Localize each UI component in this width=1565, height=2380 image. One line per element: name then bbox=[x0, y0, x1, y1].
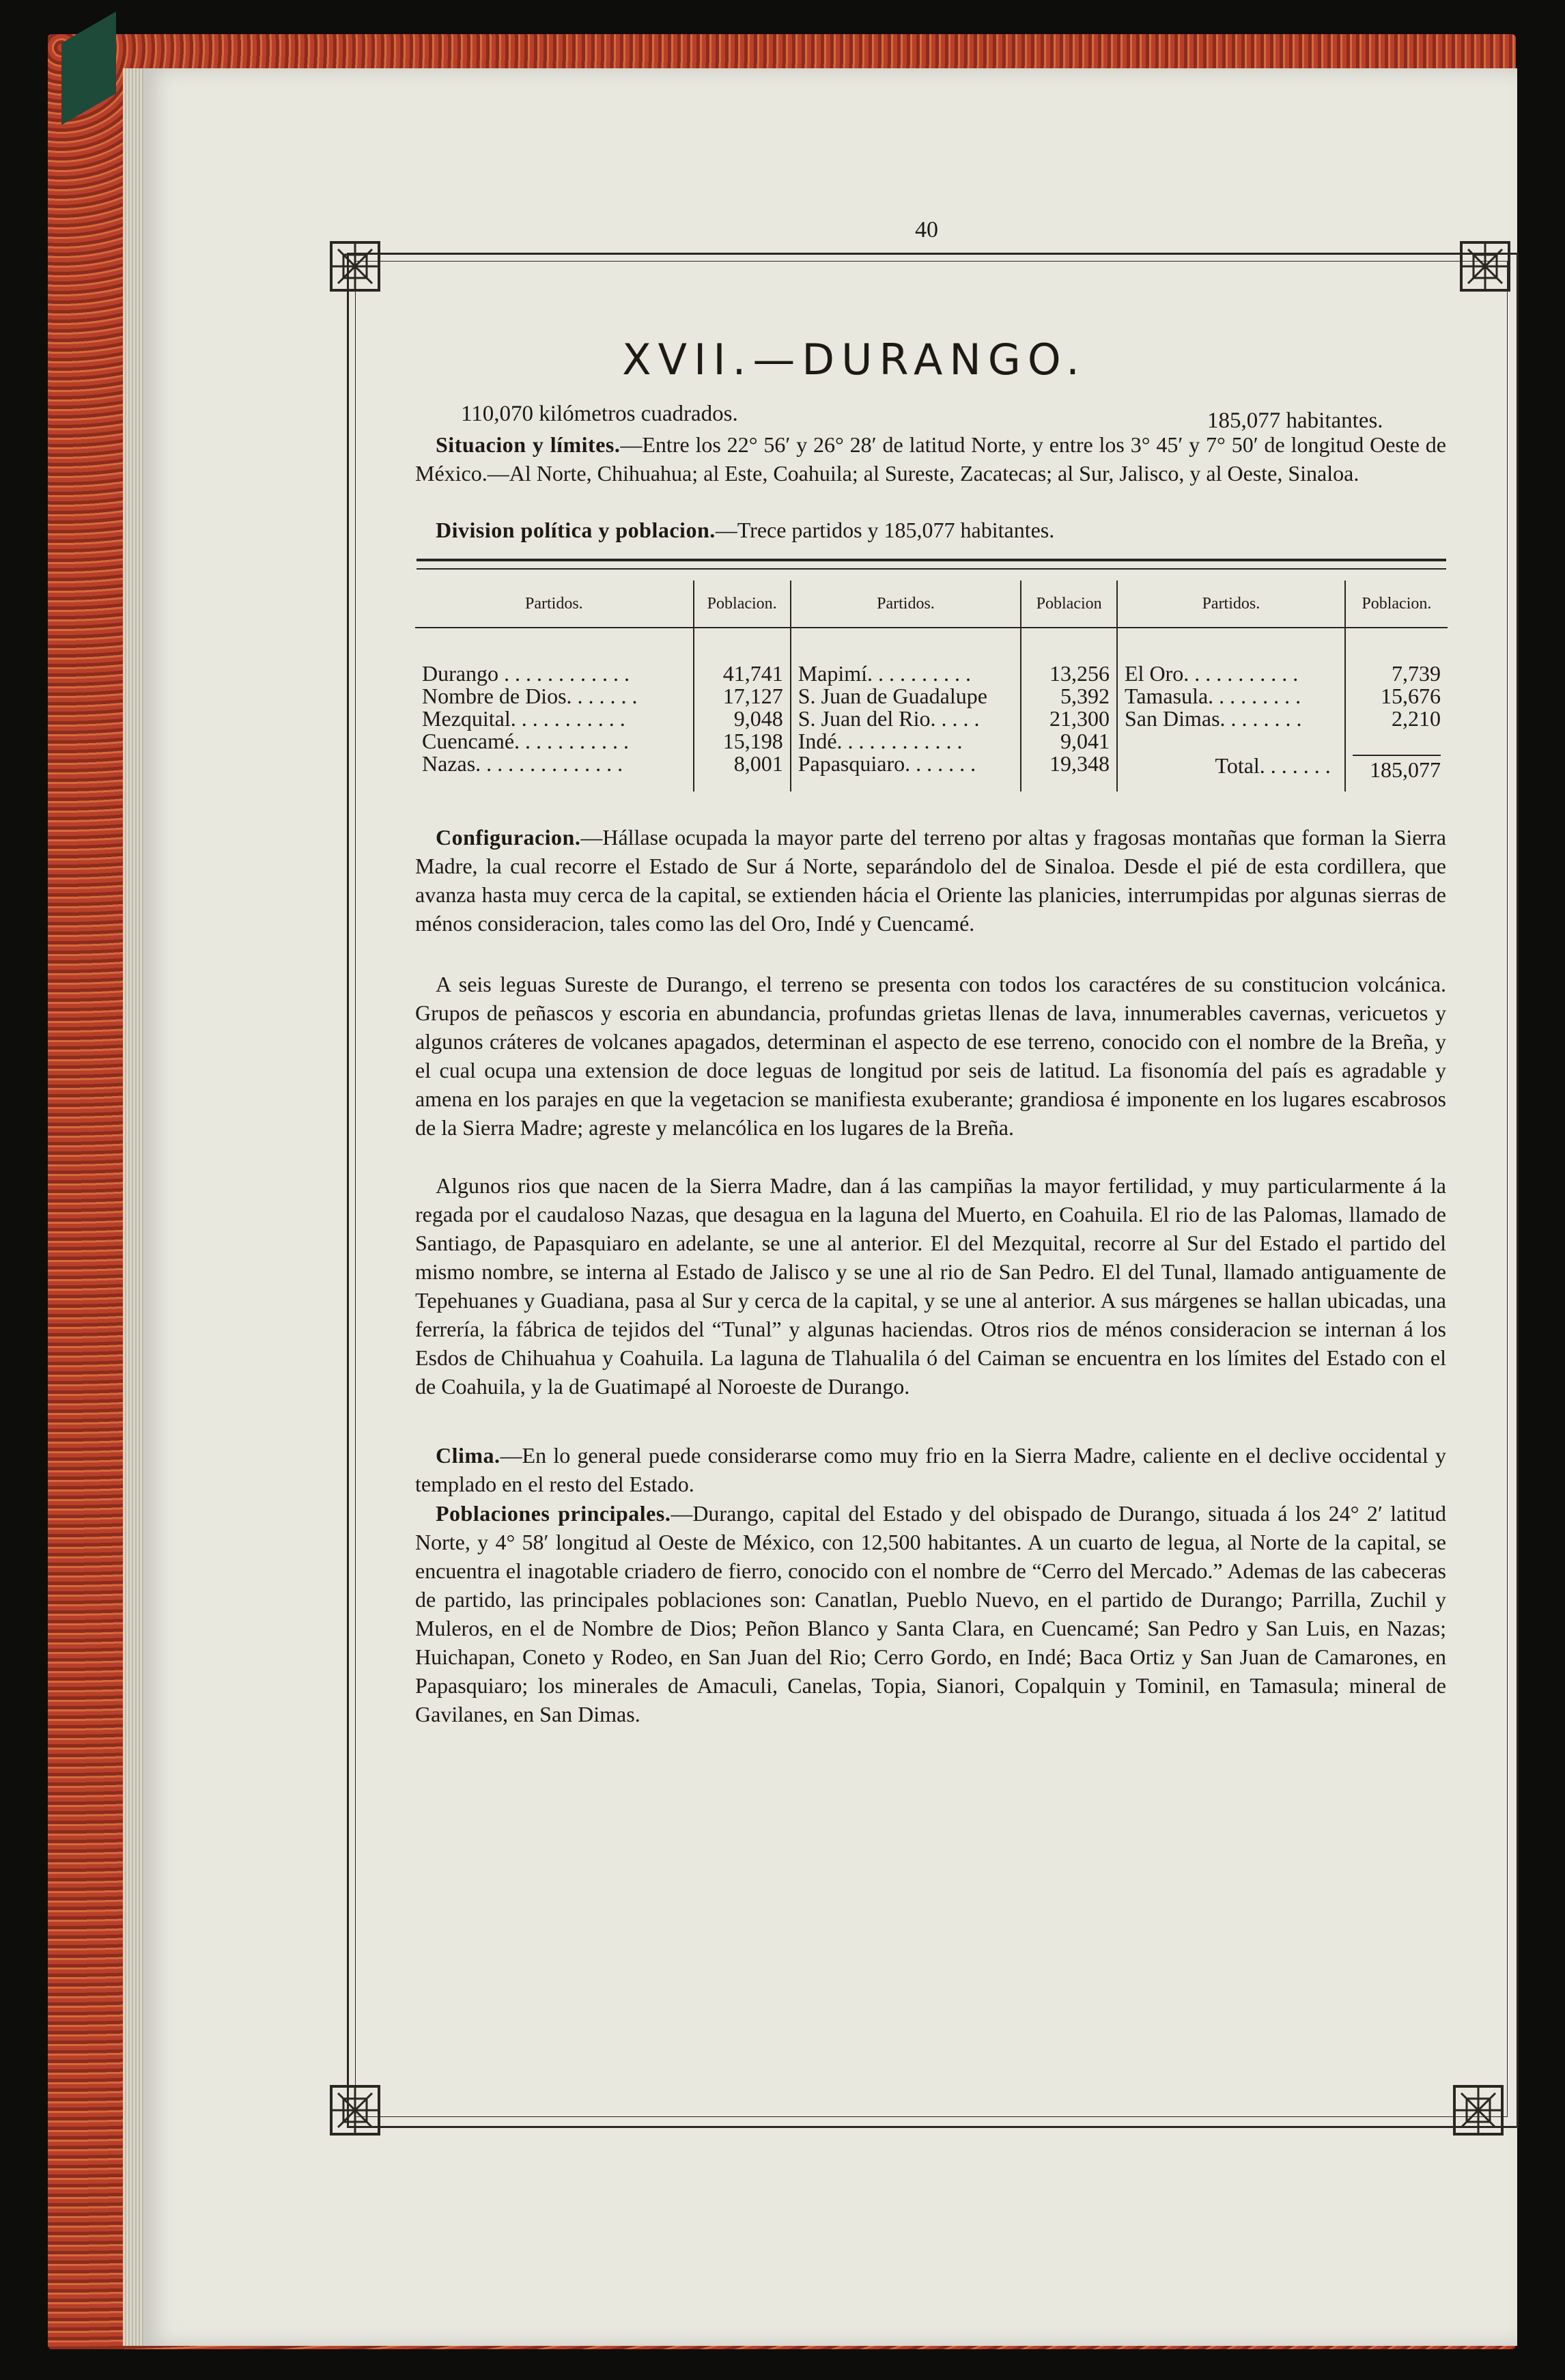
division-paragraph bbox=[415, 516, 1446, 544]
situacion-text: —Entre los 22° 56′ y 26° 28′ de latitud Norte, y entre los 3° 45′ y 7° 50′ de longitud Oeste de México.—Al Norte, Chihuahua; al Este, Coahuila; al Sureste, Zacatecas; al Sur, Jalisco, y al Oeste, Sinaloa. bbox=[415, 432, 1447, 486]
ornament-corner-icon bbox=[1454, 236, 1516, 297]
partido-pop: 17,127 bbox=[722, 684, 783, 708]
poblacion-column bbox=[1021, 628, 1117, 792]
partido-name: Durango . . . . . . . . . . . . bbox=[422, 661, 630, 686]
partido-pop: 15,676 bbox=[1381, 684, 1441, 708]
partido-pop: 9,041 bbox=[1060, 729, 1110, 753]
partido-name: Tamasula. . . . . . . . . bbox=[1125, 684, 1301, 708]
configuracion-heading: Configuracion. bbox=[436, 825, 581, 850]
partido-name: S. Juan de Guadalupe bbox=[798, 684, 987, 708]
population-text: 185,077 habitantes. bbox=[1207, 408, 1383, 433]
total-value: 185,077 bbox=[1370, 757, 1441, 782]
poblacion-column bbox=[1345, 628, 1448, 792]
clima-paragraph bbox=[415, 1441, 1446, 1498]
total-label: Total. . . . . . . bbox=[1215, 753, 1331, 778]
table-header: Partidos. bbox=[1117, 580, 1345, 628]
clima-text: —En lo general puede considerarse como muy frio en la Sierra Madre, caliente en el declive occidental y templado en el resto del Estado. bbox=[415, 1443, 1446, 1496]
section-title bbox=[0, 335, 1565, 384]
table-top-rule bbox=[417, 559, 1446, 570]
table-header: Partidos. bbox=[415, 580, 694, 628]
poblaciones-paragraph bbox=[415, 1499, 1446, 1728]
volcanic-paragraph: A seis leguas Sureste de Durango, el terreno se presenta con todos los caractéres de su constitucion volcánica. Grupos de peñascos y escoria en abundancia, profundas grietas llenas de lava, innumerables cavernas, vericuetos y algunos cráteres de volcanes apagados, determinan el aspecto de ese terreno, conocido con el nombre de la Breña, y el cual ocupa una extension de doce leguas de longitud por seis de latitud. La fisonomía del país es agradable y amena en los parajes en que la vegetacion se manifiesta exuberante; grandiosa é imponente en los lugares escabrosos de la Sierra Madre; agreste y melancólica en los lugares de la Breña. bbox=[415, 972, 1446, 1140]
ornament-corner-icon bbox=[1448, 2080, 1509, 2141]
partidos-column bbox=[415, 628, 694, 792]
ornament-corner-icon bbox=[324, 2080, 386, 2141]
poblacion-column bbox=[694, 628, 791, 792]
partido-name: Nombre de Dios. . . . . . . bbox=[422, 684, 638, 708]
partido-name: Indé. . . . . . . . . . . . bbox=[798, 729, 963, 753]
partido-name: San Dimas. . . . . . . . bbox=[1125, 706, 1302, 731]
configuracion-paragraph bbox=[415, 823, 1446, 938]
partido-name: Papasquiaro. . . . . . . bbox=[798, 751, 976, 776]
rivers-paragraph: Algunos rios que nacen de la Sierra Madre, dan á las campiñas la mayor fertilidad, y muy particularmente á la regada por el caudaloso Nazas, que desagua en la laguna del Muerto, en Coahuila. El rio de las Palomas, llamado de Santiago, de Papasquiaro en adelante, se une al anterior. El del Mezquital, recorre al Sur del Estado el partido del mismo nombre, se interna al Estado de Jalisco y se une al rio de San Pedro. El del Tunal, llamado antiguamente de Tepehuanes y Guadiana, pasa al Sur y cerca de la capital, y se une al anterior. A sus márgenes se hallan ubicadas, una ferrería, la fábrica de tejidos del “Tunal” y algunas haciendas. Otros rios de ménos consideracion se internan á los Esdos de Chihuahua y Coahuila. La laguna de Tlahualila ó del Caiman se encuentra en los límites del Estado con el de Coahuila, y la de Guatimapé al Noroeste de Durango. bbox=[415, 1173, 1446, 1399]
page-edges bbox=[123, 68, 143, 2346]
situacion-paragraph bbox=[415, 430, 1446, 488]
partido-pop: 19,348 bbox=[1049, 751, 1110, 776]
partido-name: Mezquital. . . . . . . . . . . bbox=[422, 706, 625, 731]
partido-name: Nazas. . . . . . . . . . . . . . bbox=[422, 751, 623, 776]
division-heading: Division política y poblacion. bbox=[436, 518, 716, 542]
table-header: Poblacion bbox=[1021, 580, 1117, 628]
partidos-column bbox=[791, 628, 1021, 792]
partido-pop: 13,256 bbox=[1049, 661, 1110, 686]
area-text: 110,070 kilómetros cuadrados. bbox=[461, 402, 738, 426]
division-text: —Trece partidos y 185,077 habitantes. bbox=[715, 518, 1055, 542]
clima-heading: Clima. bbox=[436, 1443, 500, 1468]
table-header: Poblacion. bbox=[694, 580, 791, 628]
partido-pop: 7,739 bbox=[1392, 661, 1441, 686]
situacion-heading: Situacion y límites. bbox=[436, 432, 621, 457]
partido-pop: 9,048 bbox=[733, 706, 783, 731]
partido-pop: 21,300 bbox=[1049, 706, 1110, 731]
ornament-corner-icon bbox=[324, 236, 386, 297]
partido-name: S. Juan del Rio. . . . . bbox=[798, 706, 980, 731]
partido-pop: 5,392 bbox=[1060, 684, 1110, 708]
section-title-text: XVII.—DURANGO. bbox=[622, 335, 1086, 384]
partido-pop: 8,001 bbox=[733, 751, 783, 776]
partido-pop: 41,741 bbox=[722, 661, 783, 686]
poblaciones-text: —Durango, capital del Estado y del obispado de Durango, situada á los 24° 2′ latitud Norte, y 4° 58′ longitud al Oeste de México, con 12,500 habitantes. A un cuarto de legua, al Norte de la capital, se encuentra el inagotable criadero de fierro, conocido con el nombre de “Cerro del Mercado.” Ademas de las cabeceras de partido, las principales poblaciones son: Canatlan, Pueblo Nuevo, en el partido de Durango; Parrilla, Zuchil y Muleros, en el de Nombre de Dios; Peñon Blanco y Santa Clara, en Cuencamé; San Pedro y San Luis, en Nazas; Huichapan, Coneto y Rodeo, en San Juan del Rio; Cerro Gordo, en Indé; Baca Ortiz y San Juan de Camarones, en Papasquiaro; los minerales de Amaculi, Canelas, Topia, Sianori, Copalquin y Tominil, en Tamasula; mineral de Gavilanes, en San Dimas. bbox=[415, 1501, 1446, 1726]
table-header: Partidos. bbox=[791, 580, 1021, 628]
poblaciones-heading: Poblaciones principales. bbox=[436, 1501, 671, 1526]
partido-pop: 2,210 bbox=[1392, 706, 1441, 731]
partido-name: Cuencamé. . . . . . . . . . . bbox=[422, 729, 630, 753]
partido-name: El Oro. . . . . . . . . . . bbox=[1125, 661, 1299, 686]
population-table bbox=[415, 580, 1448, 792]
partidos-column bbox=[1117, 628, 1345, 792]
page-number: 40 bbox=[915, 217, 938, 242]
partido-pop: 15,198 bbox=[722, 729, 783, 753]
configuracion-text: —Hállase ocupada la mayor parte del terreno por altas y fragosas montañas que forman la Sierra Madre, la cual recorre el Estado de Sur á Norte, separándolo del de Sinaloa. Desde el pié de esta cordillera, que avanza hasta muy cerca de la capital, se extienden hácia el Oriente las planicies, interrumpidas por algunas sierras de ménos consideracion, tales como las del Oro, Indé y Cuencamé. bbox=[415, 825, 1446, 936]
partido-name: Mapimí. . . . . . . . . . bbox=[798, 661, 972, 686]
table-header: Poblacion. bbox=[1345, 580, 1448, 628]
